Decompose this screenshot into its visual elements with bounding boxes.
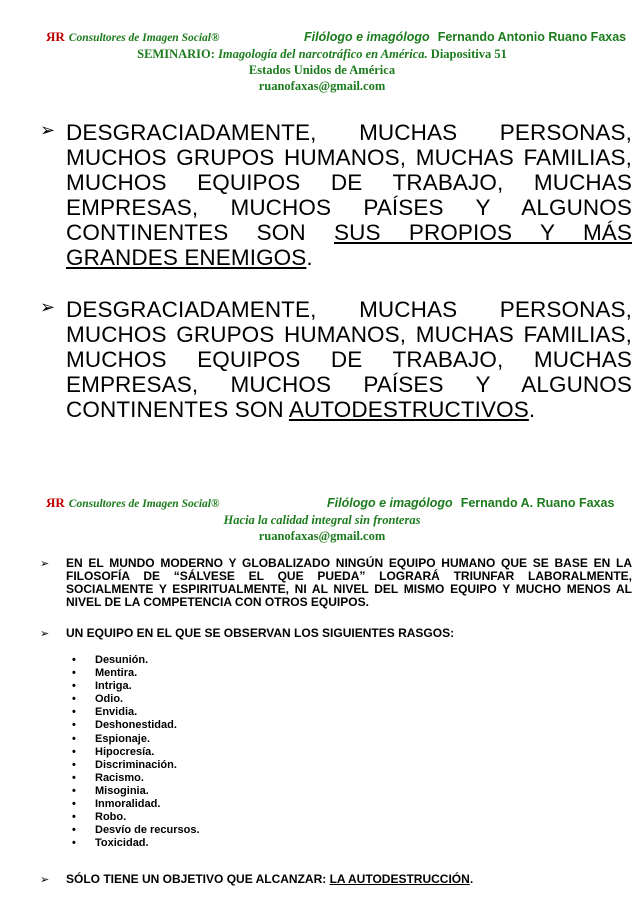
arrow-bullet-icon: ➢: [40, 873, 50, 886]
author-role: Filólogo e imagólogo: [304, 30, 430, 44]
seminar-prefix: SEMINARIO:: [137, 47, 219, 61]
list-item: [72, 798, 200, 811]
author-name: Fernando Antonio Ruano Faxas: [437, 30, 627, 44]
bullet-dot-icon: •: [72, 667, 76, 680]
header-bottom: [0, 494, 644, 544]
author-line: [304, 28, 626, 46]
list-item: [72, 667, 200, 680]
list-item: [72, 654, 200, 667]
paragraph-1-body: DESGRACIADAMENTE, MUCHAS PERSONAS, MUCHOS GRUPOS HUMANOS, MUCHAS FAMILIAS, MUCHOS EQUIPOS DE TRABAJO, MUCHAS EMPRESAS, MUCHOS PAÍSES Y ALGUNOS CONTINENTES SON: [66, 120, 632, 245]
author-role: Filólogo e imagólogo: [327, 496, 453, 510]
list-item: [72, 785, 200, 798]
logo-text: Consultores de Imagen Social®: [68, 32, 220, 44]
bullet-dot-icon: •: [72, 811, 76, 824]
paragraph-1-text: [66, 120, 632, 270]
bullet-dot-icon: •: [72, 719, 76, 732]
trait-label: Toxicidad.: [95, 837, 149, 850]
logo-mark: ЯR: [46, 495, 65, 510]
list-item: [72, 772, 200, 785]
item-3-end: .: [469, 872, 474, 886]
arrow-bullet-icon: ➢: [40, 120, 56, 141]
seminar-title: Imagología del narcotráfico en América.: [218, 47, 428, 61]
list-item: [72, 837, 200, 850]
paragraph-1-emphasis: SUS PROPIOS Y MÁS GRANDES ENEMIGOS: [66, 220, 632, 270]
bullet-dot-icon: •: [72, 732, 76, 745]
traits-list: [72, 654, 200, 850]
trait-label: Deshonestidad.: [95, 719, 177, 732]
trait-label: Espionaje.: [95, 732, 151, 745]
item-1-quote: “SÁLVESE EL QUE PUEDA”: [173, 569, 366, 583]
list-item: [72, 693, 200, 706]
paragraph-2-emphasis: AUTODESTRUCTIVOS: [288, 397, 529, 422]
trait-label: Desvío de recursos.: [95, 824, 200, 837]
trait-label: Odio.: [95, 693, 124, 706]
item-1-text-a: EN EL MUNDO MODERNO Y GLOBALIZADO NINGÚN EQUIPO HUMANO QUE SE BASE EN LA FILOSOFÍA DE: [66, 556, 632, 583]
bullet-dot-icon: •: [72, 745, 76, 758]
email-line: ruanofaxas@gmail.com: [258, 529, 386, 543]
list-item: [72, 811, 200, 824]
item-3-text: [66, 873, 632, 886]
bullet-dot-icon: •: [72, 837, 76, 850]
paragraph-2-body: DESGRACIADAMENTE, MUCHAS PERSONAS, MUCHOS GRUPOS HUMANOS, MUCHAS FAMILIAS, MUCHOS EQUIPOS DE TRABAJO, MUCHAS EMPRESAS, MUCHOS PAÍSES Y ALGUNOS CONTINENTES SON: [66, 297, 632, 422]
logo-mark: ЯR: [46, 29, 65, 44]
email-line: ruanofaxas@gmail.com: [258, 79, 386, 93]
bullet-dot-icon: •: [72, 706, 76, 719]
list-item: [72, 733, 200, 746]
seminar-line: [0, 46, 644, 62]
item-3-emphasis: LA AUTODESTRUCCIÓN: [329, 872, 470, 886]
brand-logo: [46, 494, 220, 512]
list-item: [72, 759, 200, 772]
item-1-text: [66, 557, 632, 609]
bullet-dot-icon: •: [72, 771, 76, 784]
slide-number: Diapositiva 51: [427, 47, 507, 61]
bullet-dot-icon: •: [72, 784, 76, 797]
item-2: [40, 627, 632, 640]
paragraph-2-text: [66, 297, 632, 422]
item-1: [40, 557, 632, 609]
paragraph-1: [40, 120, 632, 270]
item-3-body: SÓLO TIENE UN OBJETIVO QUE ALCANZAR:: [66, 872, 330, 886]
trait-label: Racismo.: [95, 771, 144, 784]
bullet-dot-icon: •: [72, 758, 76, 771]
bullet-dot-icon: •: [72, 798, 76, 811]
bullet-dot-icon: •: [72, 654, 76, 666]
location-line: Estados Unidos de América: [248, 63, 396, 77]
bullet-dot-icon: •: [72, 680, 76, 693]
item-2-text: UN EQUIPO EN EL QUE SE OBSERVAN LOS SIGUIENTES RASGOS:: [66, 626, 455, 640]
trait-label: Discriminación.: [95, 758, 177, 771]
bullet-dot-icon: •: [72, 693, 76, 706]
brand-logo: [46, 28, 220, 46]
trait-label: Robo.: [95, 811, 127, 824]
bullet-dot-icon: •: [72, 824, 76, 837]
author-name: Fernando A. Ruano Faxas: [460, 496, 615, 510]
trait-label: Hipocresía.: [95, 745, 155, 758]
author-line: [327, 494, 614, 512]
trait-label: Intriga.: [95, 680, 132, 693]
tagline: [0, 512, 644, 528]
tagline-text: Hacia la calidad integral sin fronteras: [223, 513, 421, 527]
arrow-bullet-icon: ➢: [40, 627, 50, 640]
trait-label: Inmoralidad.: [95, 798, 161, 811]
list-item: [72, 706, 200, 719]
item-1-text-b: LOGRARÁ TRIUNFAR LABORALMENTE, SOCIALMENTE Y ESPIRITUALMENTE, NI AL NIVEL DEL MISMO EQUIPO Y MUCHO MENOS AL NIVEL DE LA COMPETENCIA CON OTROS EQUIPOS.: [66, 569, 632, 609]
trait-label: Misoginia.: [95, 784, 149, 797]
trait-label: Desunión.: [95, 654, 149, 666]
paragraph-2-end: .: [528, 397, 536, 422]
paragraph-1-end: .: [306, 245, 313, 270]
arrow-bullet-icon: ➢: [40, 557, 50, 570]
trait-label: Mentira.: [95, 667, 138, 680]
logo-text: Consultores de Imagen Social®: [68, 498, 220, 510]
item-3: [40, 873, 632, 886]
list-item: [72, 680, 200, 693]
list-item: [72, 719, 200, 732]
header-top: [0, 28, 644, 94]
list-item: [72, 824, 200, 837]
arrow-bullet-icon: ➢: [40, 297, 56, 318]
paragraph-2: [40, 297, 632, 422]
list-item: [72, 746, 200, 759]
trait-label: Envidia.: [95, 706, 138, 719]
